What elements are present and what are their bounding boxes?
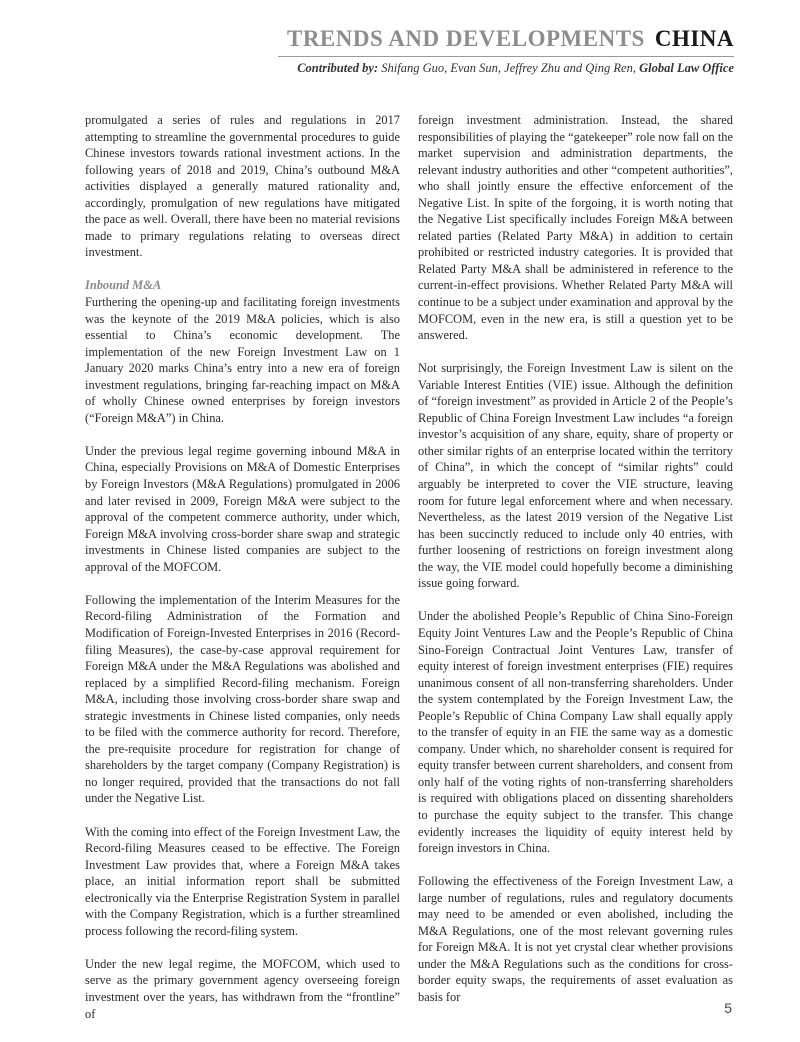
paragraph: Following the implementation of the Interim Measures for the Record-filing Administration of the Formation and Modification of Foreign-Invested Enterprises in 2016 (Record-filing Measures), the case-by-case approval requirement for Foreign M&A under the M&A Regulations was abolished and replaced by a simplified Record-filing mechanism. Foreign M&A, including those involving cross-border share swap and strategic investments in Chinese listed companies, only needs to be filed with the commerce authority for record. Therefore, the pre-requisite procedure for registration for change of shareholders by the target company (Company Registration) is no longer required, provided that the transactions do not fall under the Negative List. [85, 592, 400, 806]
paragraph: foreign investment administration. Instead, the shared responsibilities of playing the “gatekeeper” role now fall on the market supervision and administration departments, the relevant industry authorities and other “competent authorities”, who shall jointly ensure the effective enforcement of the Negative List. In spite of the forgoing, it is worth noting that the Negative List specifically includes Foreign M&A between related parties (Related Party M&A) in addition to certain prohibited or restricted industry categories. It is provided that Related Party M&A shall be administered in reference to the current-in-effect provisions. Whether Related Party M&A will continue to be a subject under examination and approval by the MOFCOM, even in the new era, is still a question yet to be answered. [418, 113, 733, 343]
contributors-line [297, 61, 734, 76]
paragraph: Following the effectiveness of the Foreign Investment Law, a large number of regulations, rules and regulatory documents may need to be amended or even abolished, including the M&A Regulations, one of the most relevant governing rules for Foreign M&A. It is not yet crystal clear whether provisions under the M&A Regulations such as the conditions for cross-border equity swaps, the requirements of asset evaluation as basis for [418, 874, 733, 1004]
header-title [287, 26, 734, 52]
left-column [85, 112, 400, 1039]
contributor-names: Shifang Guo, Evan Sun, Jeffrey Zhu and Qing Ren, [381, 61, 636, 75]
section-title: TRENDS AND DEVELOPMENTS [286, 26, 645, 51]
paragraph: Furthering the opening-up and facilitating foreign investments was the keynote of the 2019 M&A policies, which is also essential to China’s economic development. The implementation of the new Foreign Investment Law on 1 January 2020 marks China’s entry into a new era of foreign investment regulations, bringing far-reaching impact on M&A of wholly Chinese owned enterprises by foreign investors (“Foreign M&A”) in China. [85, 295, 400, 425]
paragraph: Under the new legal regime, the MOFCOM, which used to serve as the primary government agency overseeing foreign investment over the years, has withdrawn from the “frontline” of [85, 956, 400, 1021]
right-column [418, 112, 733, 1022]
law-firm-name: Global Law Office [639, 61, 734, 75]
paragraph: Under the previous legal regime governing inbound M&A in China, especially Provisions on M&A of Domestic Enterprises by Foreign Investors (M&A Regulations) promulgated in 2006 and later revised in 2009, Foreign M&A were subject to the approval of the competent commerce authority, under which, Foreign M&A involving cross-border share swap and strategic investments in Chinese listed companies are subject to the approval of the MOFCOM. [85, 443, 400, 574]
contributed-by-label: Contributed by: [297, 61, 379, 75]
subheading-inbound-ma: Inbound M&A [85, 278, 162, 293]
paragraph: Not surprisingly, the Foreign Investment Law is silent on the Variable Interest Entities (VIE) issue. Although the definition of “foreign investment” as provided in Article 2 of the People’s Republic of China Foreign Investment Law includes “a foreign investor’s acquisition of any share, equity, share of property or other similar rights of an enterprise located within the territory of China”, in which the concept of “similar rights” could arguably be interpreted to cover the VIE structure, leaving room for future legal enforcement where and when necessary. Nevertheless, as the latest 2019 version of the Negative List has been succinctly reduced to include only 40 entries, with further loosening of restrictions on foreign investment along the way, the VIE model could hopefully become a diminishing issue going forward. [418, 361, 733, 591]
country-title: CHINA [654, 26, 734, 51]
header-divider [278, 56, 734, 57]
page-number: 5 [724, 1000, 732, 1016]
paragraph: promulgated a series of rules and regulations in 2017 attempting to streamline the governmental procedures to guide Chinese investors towards rational investment actions. In the following years of 2018 and 2019, China’s outbound M&A activities displayed a generally matured rationality and, accordingly, promulgation of new regulations have mitigated the pace as well. Overall, there have been no material revisions made to primary regulations relating to overseas direct investment. [85, 113, 400, 260]
page-header [0, 0, 800, 90]
paragraph: Under the abolished People’s Republic of China Sino-Foreign Equity Joint Ventures Law and the People’s Republic of China Sino-Foreign Contractual Joint Ventures Law, transfer of equity interest of foreign investment enterprises (FIE) requires unanimous consent of all non-transferring shareholders. Under the system contemplated by the Foreign Investment Law, the People’s Republic of China Company Law shall equally apply to the transfer of equity in an FIE the same way as a domestic company. Under which, no shareholder consent is required for equity transfer between current shareholders, and consent from only half of the voting rights of non-transferring shareholders is required with obligations placed on dissenting shareholders to purchase the equity subject to the transfer. This change evidently increases the liquidity of equity interest held by foreign investors in China. [418, 609, 733, 856]
paragraph: With the coming into effect of the Foreign Investment Law, the Record-filing Measures ceased to be effective. The Foreign Investment Law provides that, where a Foreign M&A takes place, an initial information report shall be submitted electronically via the Enterprise Registration System in parallel with the Company Registration, which is a further streamlined process following the record-filing system. [85, 824, 400, 938]
